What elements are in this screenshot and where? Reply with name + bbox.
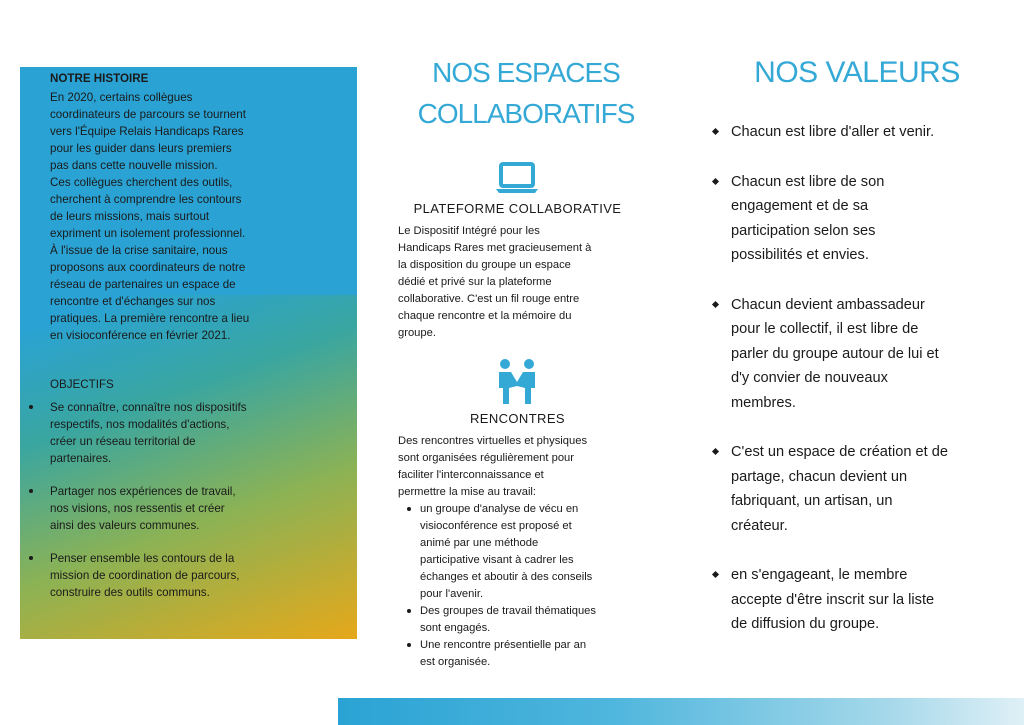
histoire-line: En 2020, certains collègues: [50, 91, 193, 104]
histoire-line: pas dans cette nouvelle mission.: [50, 159, 218, 172]
valeurs-title: NOS VALEURS: [754, 56, 960, 89]
valeur-item-line: partage, chacun devient un: [731, 468, 908, 485]
histoire-line: cherchent à comprendre les contours: [50, 193, 242, 206]
objectifs-list: [28, 399, 278, 601]
rencontre-item: [398, 637, 626, 671]
histoire-line: de leurs missions, mais surtout: [50, 210, 210, 223]
objectif-item: [28, 483, 278, 534]
plateforme-line: Handicaps Rares met gracieusement à: [398, 242, 592, 254]
rencontre-item-line: pour l'avenir.: [420, 588, 484, 600]
rencontre-item-line: participative visant à cadrer les: [420, 554, 574, 566]
valeur-item-line: d'y convier de nouveaux: [731, 370, 888, 386]
plateforme-line: chaque rencontre et la mémoire du: [398, 310, 572, 322]
espaces-title: [395, 52, 657, 134]
objectif-item-line: partenaires.: [50, 452, 112, 465]
bullet-icon: [407, 507, 411, 511]
plateforme-line: collaborative. C'est un fil rouge entre: [398, 293, 580, 305]
valeur-item-line: en s'engageant, le membre: [731, 567, 908, 583]
plateforme-line: la disposition du groupe un espace: [398, 259, 571, 271]
valeur-item-line: Chacun est libre d'aller et venir.: [731, 124, 935, 140]
rencontres-text: [398, 433, 626, 501]
histoire-line: en visioconférence en février 2021.: [50, 329, 231, 342]
histoire-line: pratiques. La première rencontre a lieu: [50, 312, 250, 325]
histoire-line: rencontre et d'échanges sur nos: [50, 295, 216, 308]
rencontres-line: Des rencontres virtuelles et physiques: [398, 435, 588, 447]
diamond-bullet-icon: [712, 128, 719, 135]
valeur-item-line: possibilités et envies.: [731, 247, 869, 263]
diamond-bullet-icon: [712, 300, 719, 307]
objectif-item-line: construire des outils communs.: [50, 586, 210, 599]
rencontre-item-line: Une rencontre présentielle par an: [420, 639, 587, 651]
valeur-item-line: parler du groupe autour de lui et: [731, 345, 939, 362]
objectif-item-line: nos visions, nos ressentis et créer: [50, 502, 225, 515]
objectif-item-line: créer un réseau territorial de: [50, 435, 196, 448]
plateforme-title: PLATEFORME COLLABORATIVE: [413, 201, 622, 216]
people-handshake-icon: [493, 358, 541, 404]
diamond-bullet-icon: [712, 177, 719, 184]
rencontre-item-line: un groupe d'analyse de vécu en: [420, 503, 579, 515]
plateforme-line: groupe.: [398, 327, 436, 339]
rencontre-item: [398, 603, 626, 637]
left-panel-content: [50, 70, 295, 617]
valeur-item: [712, 170, 997, 268]
bottom-band: [338, 698, 1024, 725]
objectif-item-line: ainsi des valeurs communes.: [50, 519, 200, 532]
plateforme-text: [398, 223, 620, 342]
histoire-title: NOTRE HISTOIRE: [50, 72, 149, 85]
diamond-bullet-icon: [712, 571, 719, 578]
histoire-line: pour les guider dans leurs premiers: [50, 142, 232, 155]
objectif-item-line: Partager nos expériences de travail,: [50, 485, 236, 498]
bullet-icon: [29, 556, 33, 560]
diamond-bullet-icon: [712, 448, 719, 455]
valeur-item-line: engagement et de sa: [731, 198, 869, 214]
plateforme-line: dédié et privé sur la plateforme: [398, 276, 552, 288]
espaces-title-line2: COLLABORATIFS: [417, 98, 635, 129]
rencontres-line: permettre la mise au travail:: [398, 486, 537, 498]
valeur-item: [712, 293, 997, 416]
valeur-item: [712, 563, 997, 637]
valeur-item: [712, 440, 997, 538]
objectif-item-line: Se connaître, connaître nos dispositifs: [50, 401, 247, 414]
histoire-line: proposons aux coordinateurs de notre: [50, 261, 246, 274]
valeur-item-line: créateur.: [731, 517, 788, 534]
rencontres-line: sont organisées régulièrement pour: [398, 452, 574, 464]
histoire-text: [50, 89, 295, 344]
rencontres-list: [398, 501, 626, 671]
objectifs-title: OBJECTIFS: [50, 378, 114, 391]
espaces-title-line1: NOS ESPACES: [432, 57, 620, 88]
plateforme-line: Le Dispositif Intégré pour les: [398, 225, 540, 237]
histoire-line: Ces collègues cherchent des outils,: [50, 176, 233, 189]
objectif-item-line: mission de coordination de parcours,: [50, 569, 240, 582]
histoire-line: coordinateurs de parcours se tournent: [50, 108, 246, 121]
histoire-line: À l'issue de la crise sanitaire, nous: [50, 244, 228, 257]
rencontres-block: [398, 433, 626, 671]
valeur-item-line: Chacun devient ambassadeur: [731, 296, 925, 313]
rencontre-item: [398, 501, 626, 603]
bullet-icon: [407, 643, 411, 647]
valeur-item-line: Chacun est libre de son: [731, 173, 885, 190]
objectif-item: [28, 550, 278, 601]
laptop-icon: [495, 162, 539, 194]
valeur-item-line: fabriquant, un artisan, un: [731, 493, 893, 509]
histoire-line: expriment un isolement professionnel.: [50, 227, 246, 240]
objectif-item-line: respectifs, nos modalités d'actions,: [50, 418, 230, 431]
rencontre-item-line: échanges et aboutir à des conseils: [420, 571, 593, 583]
objectif-item: [28, 399, 278, 467]
valeur-item-line: pour le collectif, il est libre de: [731, 321, 919, 337]
valeurs-list: [712, 120, 997, 637]
valeur-item-line: de diffusion du groupe.: [731, 616, 880, 632]
rencontre-item-line: Des groupes de travail thématiques: [420, 605, 596, 617]
rencontres-line: faciliter l'interconnaissance et: [398, 469, 544, 481]
valeur-item-line: participation selon ses: [731, 222, 876, 239]
histoire-line: vers l'Équipe Relais Handicaps Rares: [50, 125, 244, 138]
objectif-item-line: Penser ensemble les contours de la: [50, 552, 235, 565]
valeur-item-line: membres.: [731, 394, 796, 411]
bullet-icon: [29, 489, 33, 493]
rencontre-item-line: est organisée.: [420, 656, 491, 668]
rencontre-item-line: visioconférence est proposé et: [420, 520, 572, 532]
rencontres-title: RENCONTRES: [469, 411, 565, 426]
left-panel: [20, 67, 357, 639]
bullet-icon: [29, 405, 33, 409]
valeur-item: [712, 120, 997, 145]
rencontre-item-line: sont engagés.: [420, 622, 491, 634]
histoire-line: réseau de partenaires un espace de: [50, 278, 236, 291]
valeur-item-line: accepte d'être inscrit sur la liste: [731, 591, 935, 608]
bullet-icon: [407, 609, 411, 613]
valeur-item-line: C'est un espace de création et de: [731, 444, 948, 460]
rencontre-item-line: animé par une méthode: [420, 537, 539, 549]
